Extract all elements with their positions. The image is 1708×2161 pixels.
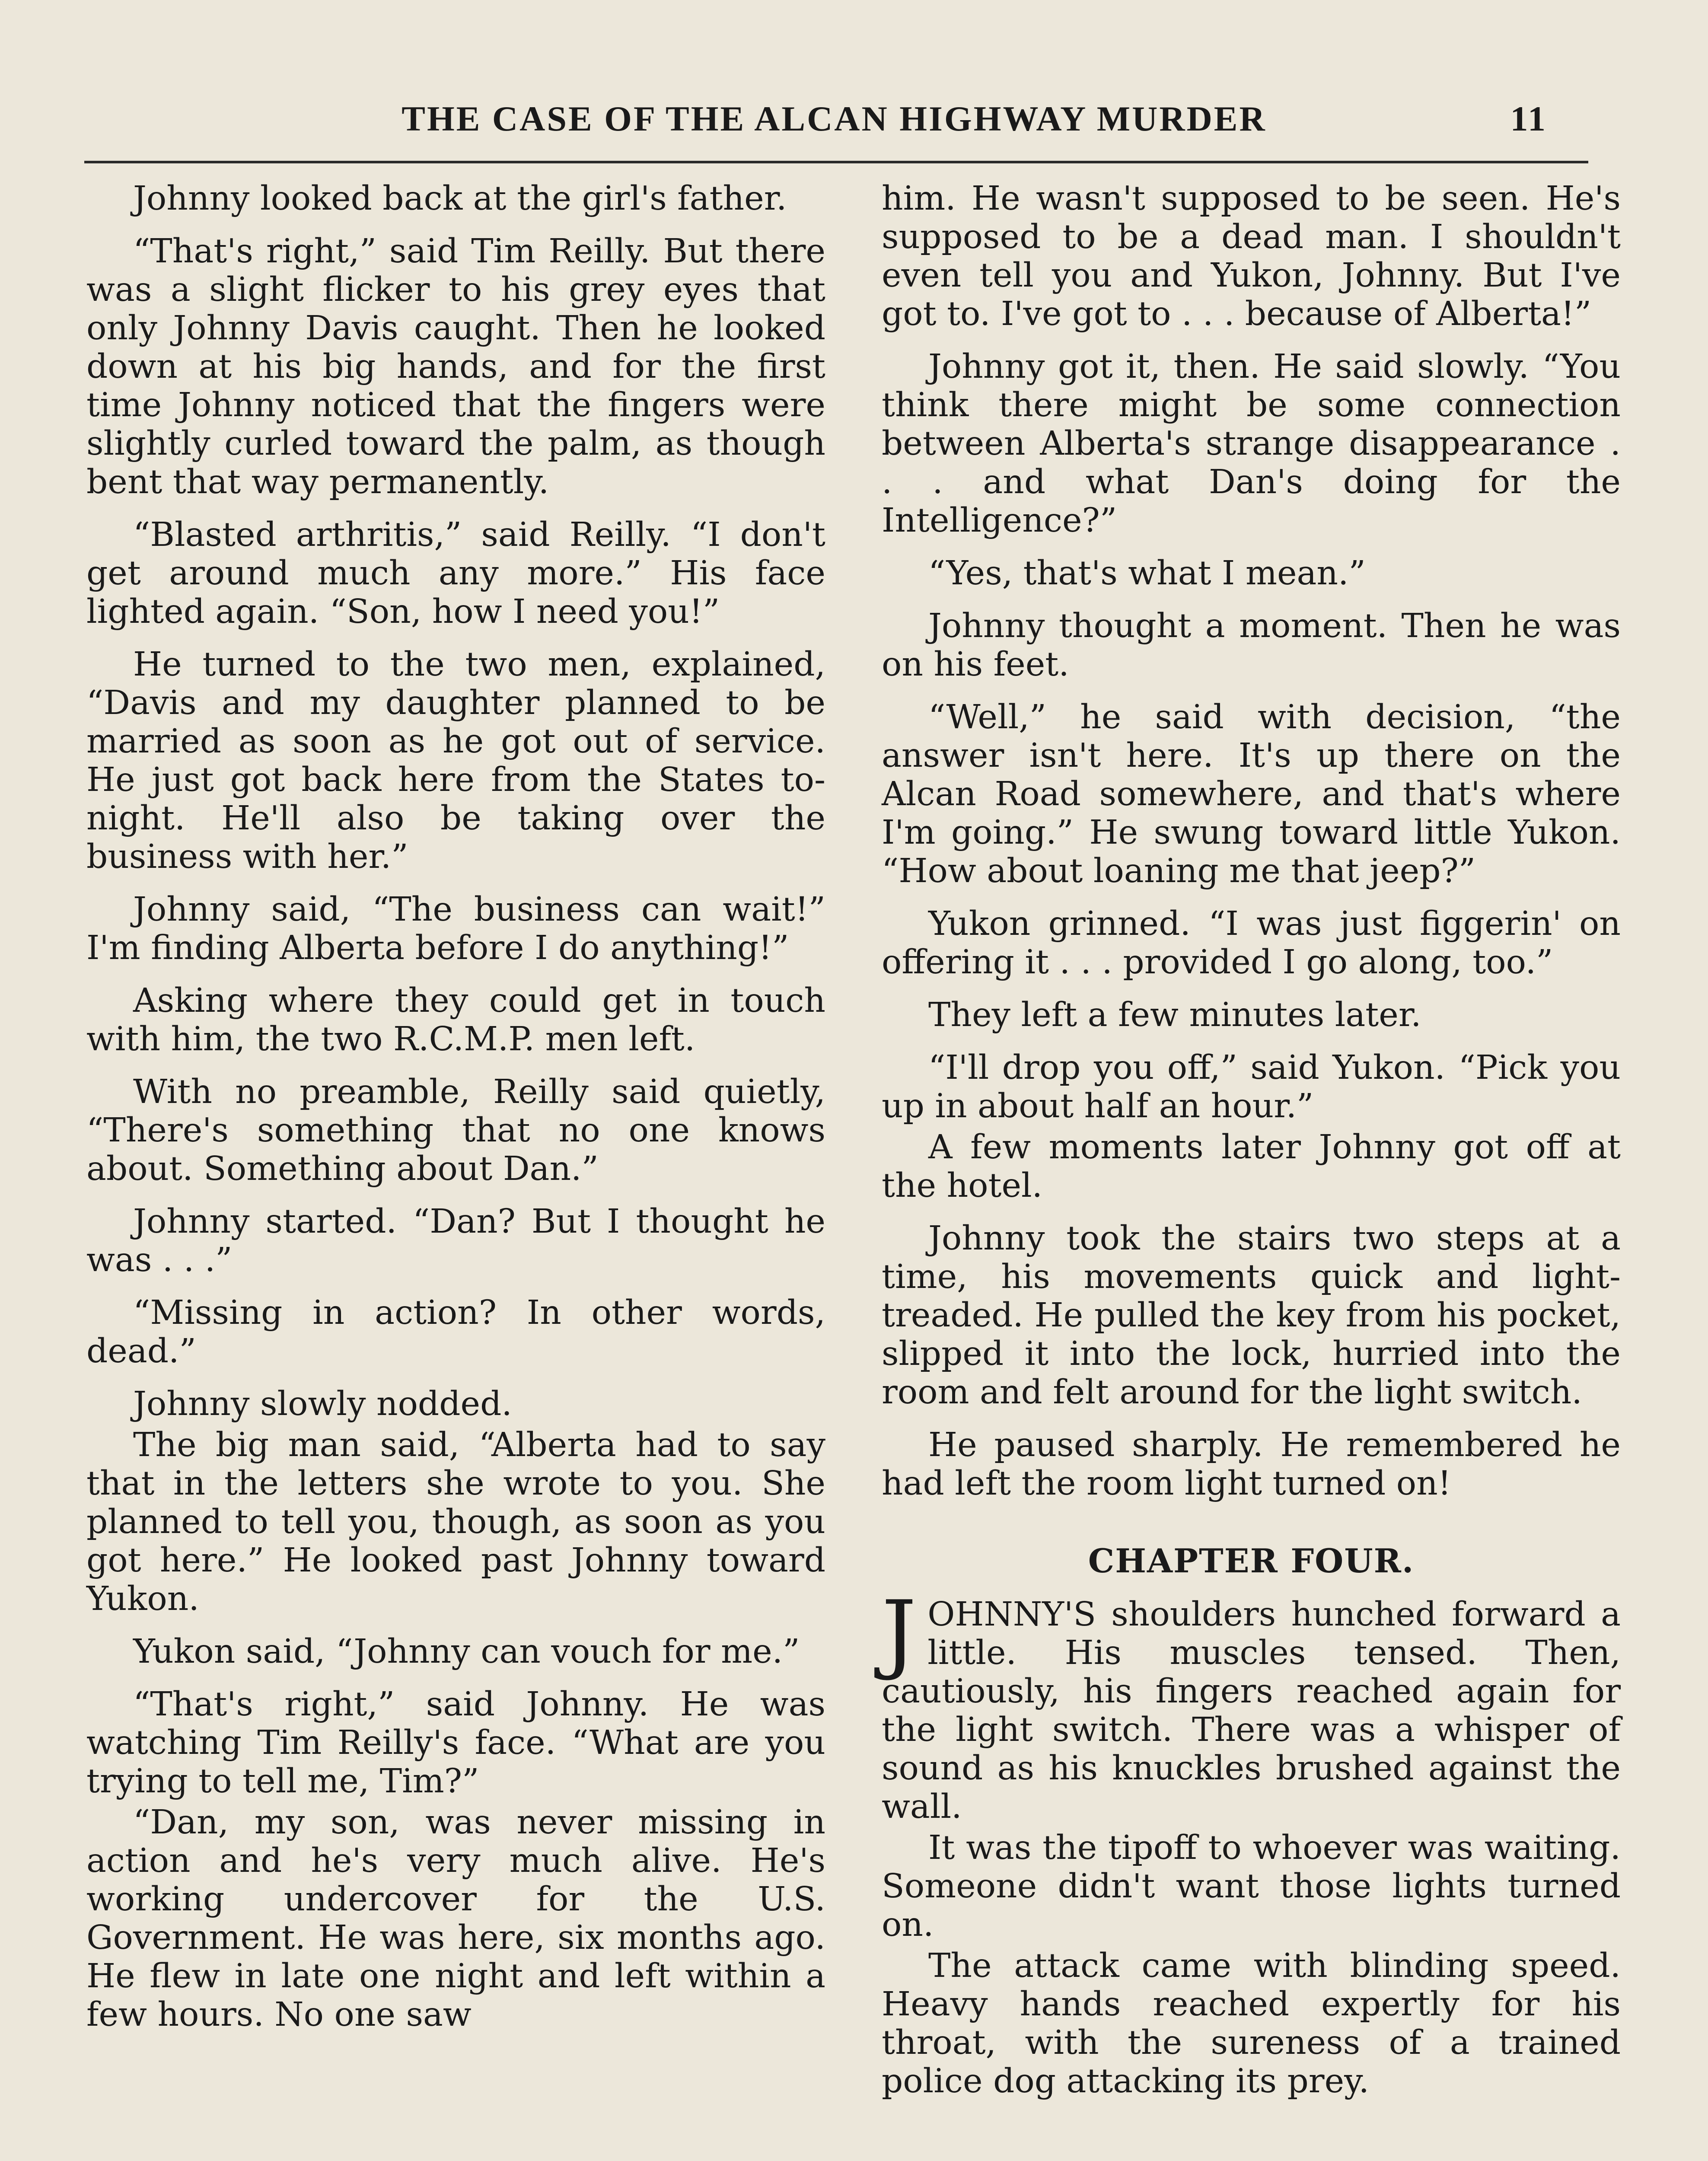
paragraph: With no preamble, Reilly said quietly, “There's something that no one knows about. Something about Dan.” (86, 1073, 825, 1188)
paragraph: “Yes, that's what I mean.” (928, 554, 1366, 593)
header-rule (84, 161, 1588, 163)
paragraph: “That's right,” said Johnny. He was watching Tim Reilly's face. “What are you trying to tell me, Tim?” (86, 1685, 825, 1801)
running-header (86, 93, 1565, 145)
paragraph: Yukon said, “Johnny can vouch for me.” (133, 1632, 800, 1671)
paragraph: “Missing in action? In other words, dead.” (86, 1294, 825, 1371)
paragraph: It was the tipoff to whoever was waiting. Someone didn't want those lights turned on. (882, 1829, 1621, 1944)
right-column (882, 179, 1621, 2115)
paragraph: He turned to the two men, explained, “Davis and my daughter planned to be married as soon as he got out of service. He just got back here from the States to-night. He'll also be taking over the business with her.” (86, 645, 825, 876)
paragraph: Johnny looked back at the girl's father. (133, 179, 787, 218)
paragraph: “That's right,” said Tim Reilly. But there was a slight flicker to his grey eyes that only Johnny Davis caught. Then he looked down at his big hands, and for the first time Johnny noticed that the fingers were slightly curled toward the palm, as though bent that way permanently. (86, 232, 825, 501)
page-number: 11 (1510, 99, 1547, 138)
paragraph: He paused sharply. He remembered he had left the room light turned on! (882, 1426, 1621, 1503)
paragraph: Asking where they could get in touch with him, the two R.C.M.P. men left. (86, 982, 825, 1058)
drop-cap: J (882, 1582, 917, 1683)
paragraph: “Dan, my son, was never missing in action and he's very much alive. He's working undercover for the U.S. Government. He was here, six months ago. He flew in late one night and left within a few hours. No one saw (86, 1803, 825, 2034)
paragraph: Johnny thought a moment. Then he was on his feet. (882, 607, 1621, 684)
paragraph: him. He wasn't supposed to be seen. He's supposed to be a dead man. I shouldn't even tell you and Yukon, Johnny. But I've got to. I've got to . . . because of Alberta!” (882, 179, 1621, 333)
chapter-opening-paragraph (882, 1582, 1621, 1826)
paragraph: “I'll drop you off,” said Yukon. “Pick you up in about half an hour.” (882, 1049, 1621, 1125)
paragraph: Johnny got it, then. He said slowly. “You think there might be some connection between Alberta's strange disappearance . . . and what Dan's doing for the Intelligence?” (882, 347, 1621, 540)
running-title: THE CASE OF THE ALCAN HIGHWAY MURDER (402, 99, 1267, 138)
paragraph: Johnny took the stairs two steps at a time, his movements quick and light-treaded. He pulled the key from his pocket, slipped it into the lock, hurried into the room and felt around for the light switch. (882, 1219, 1621, 1412)
paragraph: Yukon grinned. “I was just figgerin' on offering it . . . provided I go along, too.” (882, 905, 1621, 982)
paragraph: “Blasted arthritis,” said Reilly. “I don't get around much any more.” His face lighted again. “Son, how I need you!” (86, 516, 825, 631)
paragraph: Johnny said, “The business can wait!” I'm finding Alberta before I do anything!” (86, 890, 825, 967)
left-column (86, 179, 825, 2048)
paragraph: They left a few minutes later. (928, 996, 1421, 1034)
paragraph: The attack came with blinding speed. Heavy hands reached expertly for his throat, with the sureness of a trained police dog attacking its prey. (882, 1947, 1621, 2100)
paragraph: The big man said, “Alberta had to say that in the letters she wrote to you. She planned to tell you, though, as soon as you got here.” He looked past Johnny toward Yukon. (86, 1426, 825, 1618)
chapter-opening-text: OHNNY'S shoulders hunched forward a little. His muscles tensed. Then, cautiously, his fingers reached again for the light switch. There was a whisper of sound as his knuckles brushed against the wall. (882, 1595, 1621, 1826)
paragraph: A few moments later Johnny got off at the hotel. (882, 1128, 1621, 1205)
paragraph: Johnny started. “Dan? But I thought he was . . .” (86, 1202, 825, 1279)
paragraph: “Well,” he said with decision, “the answer isn't here. It's up there on the Alcan Road somewhere, and that's where I'm going.” He swung toward little Yukon. “How about loaning me that jeep?” (882, 698, 1621, 890)
paragraph: Johnny slowly nodded. (133, 1385, 512, 1423)
chapter-heading: CHAPTER FOUR. (1088, 1542, 1415, 1580)
